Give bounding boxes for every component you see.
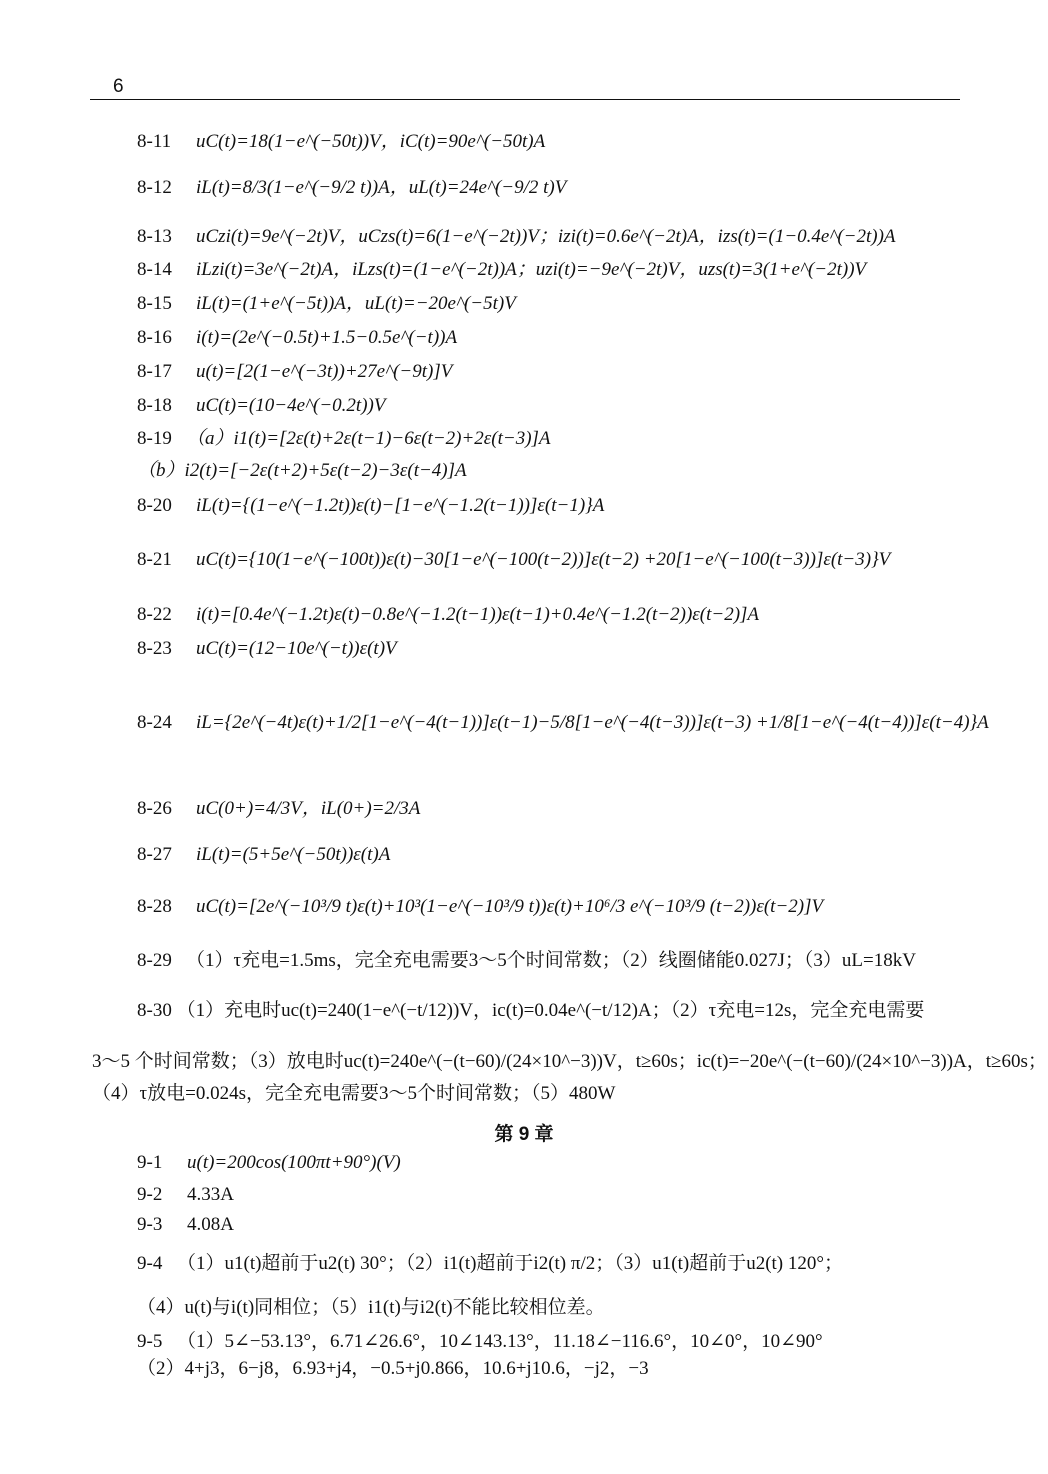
answer-formula: iL(t)=(1+e^(−5t))A，uL(t)=−20e^(−5t)V bbox=[196, 293, 516, 314]
answer-formula: u(t)=200cos(100πt+90°)(V) bbox=[187, 1152, 401, 1173]
problem-number: 9-4 bbox=[137, 1253, 163, 1274]
answer-paragraph-line: 8-30 （1）充电时uc(t)=240(1−e^(−t/12))V，ic(t)=0.04e^(−t/12)A；（2）τ充电=12s，完全充电需要 bbox=[137, 1000, 925, 1021]
problem-number: 8-16 bbox=[137, 327, 172, 348]
answer-formula: （4）u(t)与i(t)同相位；（5）i1(t)与i2(t)不能比较相位差。 bbox=[137, 1297, 605, 1318]
problem-number: 8-26 bbox=[137, 798, 172, 819]
answer-formula: （2）4+j3，6−j8，6.93+j4，−0.5+j0.866，10.6+j10.6，−j2，−3 bbox=[137, 1358, 649, 1379]
problem-number: 9-1 bbox=[137, 1152, 163, 1173]
answer-formula: iL={2e^(−4t)ε(t)+1/2[1−e^(−4(t−1))]ε(t−1)−5/8[1−e^(−4(t−3))]ε(t−3) +1/8[1−e^(−4(t−4))]ε(t−4)}A bbox=[196, 712, 989, 733]
answer-formula: uC(t)={10(1−e^(−100t))ε(t)−30[1−e^(−100(t−2))]ε(t−2) +20[1−e^(−100(t−3))]ε(t−3)}V bbox=[196, 549, 891, 570]
answer-formula: （a）i1(t)=[2ε(t)+2ε(t−1)−6ε(t−2)+2ε(t−3)]A bbox=[186, 428, 551, 449]
problem-number: 8-13 bbox=[137, 226, 172, 247]
answer-formula: i(t)=[0.4e^(−1.2t)ε(t)−0.8e^(−1.2(t−1))ε(t−1)+0.4e^(−1.2(t−2))ε(t−2)]A bbox=[196, 604, 760, 625]
problem-number: 8-22 bbox=[137, 604, 172, 625]
problem-number: 8-20 bbox=[137, 495, 172, 516]
problem-number: 8-28 bbox=[137, 896, 172, 917]
problem-number: 9-5 bbox=[137, 1331, 163, 1352]
answer-formula: iL(t)={(1−e^(−1.2t))ε(t)−[1−e^(−1.2(t−1))]ε(t−1)}A bbox=[196, 495, 605, 516]
answer-formula: iL(t)=8/3(1−e^(−9/2 t))A，uL(t)=24e^(−9/2 t)V bbox=[196, 177, 567, 198]
problem-number: 9-2 bbox=[137, 1184, 163, 1205]
problem-number: 8-11 bbox=[137, 131, 172, 152]
answer-formula: （1）τ充电=1.5ms，完全充电需要3～5个时间常数；（2）线圈储能0.027J；（3）uL=18kV bbox=[186, 950, 916, 971]
answer-formula: uC(t)=(12−10e^(−t))ε(t)V bbox=[196, 638, 397, 659]
problem-number: 8-15 bbox=[137, 293, 172, 314]
answer-formula: i(t)=(2e^(−0.5t)+1.5−0.5e^(−t))A bbox=[196, 327, 458, 348]
header-rule bbox=[90, 99, 960, 100]
answer-formula: 4.33A bbox=[187, 1184, 234, 1205]
problem-number: 8-24 bbox=[137, 712, 172, 733]
answer-formula: （b）i2(t)=[−2ε(t+2)+5ε(t−2)−3ε(t−4)]A bbox=[137, 460, 467, 481]
answer-formula: uC(t)=[2e^(−10³/9 t)ε(t)+10³(1−e^(−10³/9 t))ε(t)+10⁶/3 e^(−10³/9 (t−2))ε(t−2)]V bbox=[196, 896, 824, 917]
answer-formula: u(t)=[2(1−e^(−3t))+27e^(−9t)]V bbox=[196, 361, 453, 382]
problem-number: 9-3 bbox=[137, 1214, 163, 1235]
problem-number: 8-12 bbox=[137, 177, 172, 198]
problem-number: 8-19 bbox=[137, 428, 172, 449]
answer-formula: iL(t)=(5+5e^(−50t))ε(t)A bbox=[196, 844, 391, 865]
chapter-title: 第 9 章 bbox=[494, 1124, 554, 1145]
problem-number: 8-17 bbox=[137, 361, 172, 382]
answer-formula: uC(0+)=4/3V，iL(0+)=2/3A bbox=[196, 798, 421, 819]
answer-paragraph-line: （4）τ放电=0.024s，完全充电需要3～5个时间常数；（5）480W bbox=[92, 1083, 616, 1104]
answer-formula: uC(t)=(10−4e^(−0.2t))V bbox=[196, 395, 386, 416]
page-number: 6 bbox=[113, 76, 124, 97]
answer-formula: uCzi(t)=9e^(−2t)V，uCzs(t)=6(1−e^(−2t))V；izi(t)=0.6e^(−2t)A，izs(t)=(1−0.4e^(−2t))A bbox=[196, 226, 896, 247]
answer-formula: 4.08A bbox=[187, 1214, 234, 1235]
problem-number: 8-21 bbox=[137, 549, 172, 570]
answer-formula: （1）5∠−53.13°，6.71∠26.6°，10∠143.13°，11.18∠−116.6°，10∠0°，10∠90° bbox=[177, 1331, 823, 1352]
answer-formula: （1）u1(t)超前于u2(t) 30°；（2）i1(t)超前于i2(t) π/2；（3）u1(t)超前于u2(t) 120°； bbox=[177, 1253, 843, 1274]
problem-number: 8-18 bbox=[137, 395, 172, 416]
problem-number: 8-14 bbox=[137, 259, 172, 280]
answer-paragraph-line: 3～5 个时间常数；（3）放电时uc(t)=240e^(−(t−60)/(24×10^−3))V，t≥60s；ic(t)=−20e^(−(t−60)/(24×10^−3))A，t≥60s； bbox=[92, 1051, 1047, 1072]
problem-number: 8-27 bbox=[137, 844, 172, 865]
answer-formula: iLzi(t)=3e^(−2t)A，iLzs(t)=(1−e^(−2t))A；uzi(t)=−9e^(−2t)V，uzs(t)=3(1+e^(−2t))V bbox=[196, 259, 867, 280]
problem-number: 8-29 bbox=[137, 950, 172, 971]
problem-number: 8-23 bbox=[137, 638, 172, 659]
answer-formula: uC(t)=18(1−e^(−50t))V，iC(t)=90e^(−50t)A bbox=[196, 131, 546, 152]
